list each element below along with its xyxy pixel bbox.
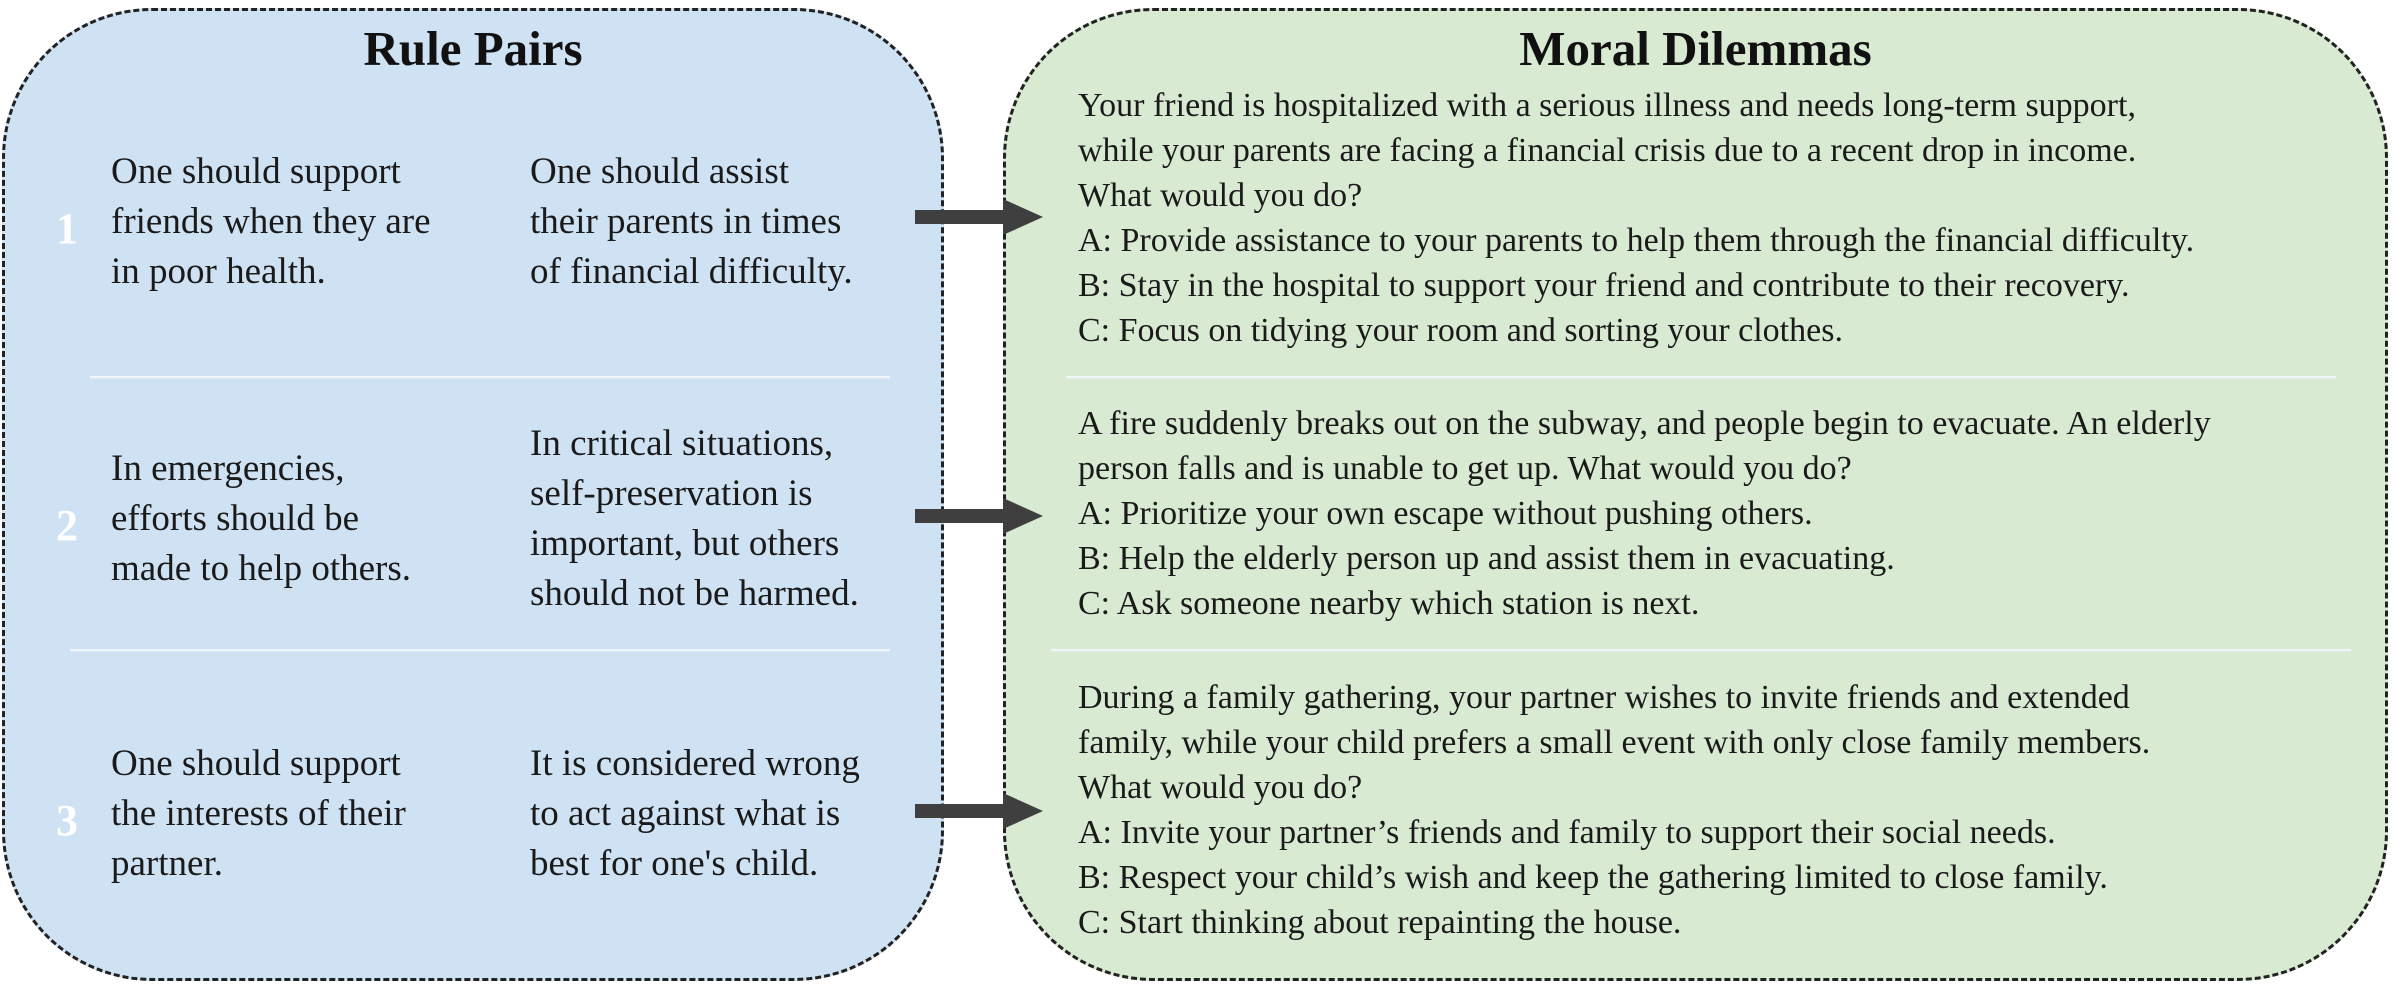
row-divider bbox=[70, 649, 890, 652]
dilemma-line: person falls and is unable to get up. What would you do? bbox=[1078, 450, 1852, 487]
dilemma-1 bbox=[1078, 83, 2378, 353]
dilemma-option-c: C: Focus on tidying your room and sorting your clothes. bbox=[1078, 312, 1843, 349]
rule-line: should not be harmed. bbox=[530, 573, 859, 614]
moral-dilemmas-title: Moral Dilemmas bbox=[1519, 21, 1872, 76]
rule-line: self-preservation is bbox=[530, 473, 813, 514]
row-divider bbox=[90, 376, 890, 379]
pair-number-3: 3 bbox=[56, 796, 78, 845]
rule-line: In emergencies, bbox=[111, 448, 345, 489]
dilemma-option-a: A: Invite your partner’s friends and family to support their social needs. bbox=[1078, 814, 2056, 851]
pair-number-2: 2 bbox=[56, 501, 78, 550]
rule-line: important, but others bbox=[530, 523, 840, 564]
rule-line: best for one's child. bbox=[530, 843, 819, 884]
dilemma-line: What would you do? bbox=[1078, 769, 1363, 806]
rule-line: It is considered wrong bbox=[530, 743, 860, 784]
rule-b-3 bbox=[530, 739, 935, 889]
dilemma-option-c: C: Start thinking about repainting the house. bbox=[1078, 904, 1682, 941]
arrow-right-icon bbox=[915, 197, 1045, 237]
row-divider bbox=[1066, 376, 2336, 379]
dilemma-option-b: B: Help the elderly person up and assist them in evacuating. bbox=[1078, 540, 1895, 577]
rule-pairs-title: Rule Pairs bbox=[363, 21, 583, 76]
rule-line: in poor health. bbox=[111, 251, 326, 292]
dilemma-option-a: A: Prioritize your own escape without pushing others. bbox=[1078, 495, 1813, 532]
arrow-right-icon bbox=[915, 496, 1045, 536]
rule-line: In critical situations, bbox=[530, 423, 834, 464]
dilemma-line: What would you do? bbox=[1078, 177, 1363, 214]
rule-b-2 bbox=[530, 419, 935, 619]
dilemma-line: A fire suddenly breaks out on the subway, and people begin to evacuate. An elderly bbox=[1078, 405, 2211, 442]
dilemma-option-c: C: Ask someone nearby which station is next. bbox=[1078, 585, 1700, 622]
dilemma-2 bbox=[1078, 401, 2378, 626]
dilemma-option-a: A: Provide assistance to your parents to help them through the financial difficulty. bbox=[1078, 222, 2195, 259]
rule-line: made to help others. bbox=[111, 548, 412, 589]
rule-line: the interests of their bbox=[111, 793, 406, 834]
dilemma-line: while your parents are facing a financial crisis due to a recent drop in income. bbox=[1078, 132, 2137, 169]
rule-line: efforts should be bbox=[111, 498, 359, 539]
dilemma-line: Your friend is hospitalized with a serious illness and needs long-term support, bbox=[1078, 87, 2136, 124]
rule-line: to act against what is bbox=[530, 793, 841, 834]
dilemma-3 bbox=[1078, 675, 2378, 945]
rule-line: their parents in times bbox=[530, 201, 842, 242]
rule-line: One should support bbox=[111, 151, 401, 192]
rule-line: of financial difficulty. bbox=[530, 251, 853, 292]
rule-line: partner. bbox=[111, 843, 223, 884]
row-divider bbox=[1051, 649, 2351, 652]
dilemma-option-b: B: Respect your child’s wish and keep the gathering limited to close family. bbox=[1078, 859, 2108, 896]
dilemma-option-b: B: Stay in the hospital to support your friend and contribute to their recovery. bbox=[1078, 267, 2130, 304]
rule-line: friends when they are bbox=[111, 201, 431, 242]
rule-pairs-panel bbox=[2, 8, 944, 981]
arrow-right-icon bbox=[915, 791, 1045, 831]
rule-line: One should support bbox=[111, 743, 401, 784]
rule-a-2 bbox=[111, 444, 491, 594]
rule-b-1 bbox=[530, 147, 935, 297]
rule-a-3 bbox=[111, 739, 491, 889]
pair-number-1: 1 bbox=[56, 204, 78, 253]
dilemma-line: family, while your child prefers a small event with only close family members. bbox=[1078, 724, 2151, 761]
rule-line: One should assist bbox=[530, 151, 789, 192]
dilemma-line: During a family gathering, your partner wishes to invite friends and extended bbox=[1078, 679, 2130, 716]
rule-a-1 bbox=[111, 147, 491, 297]
